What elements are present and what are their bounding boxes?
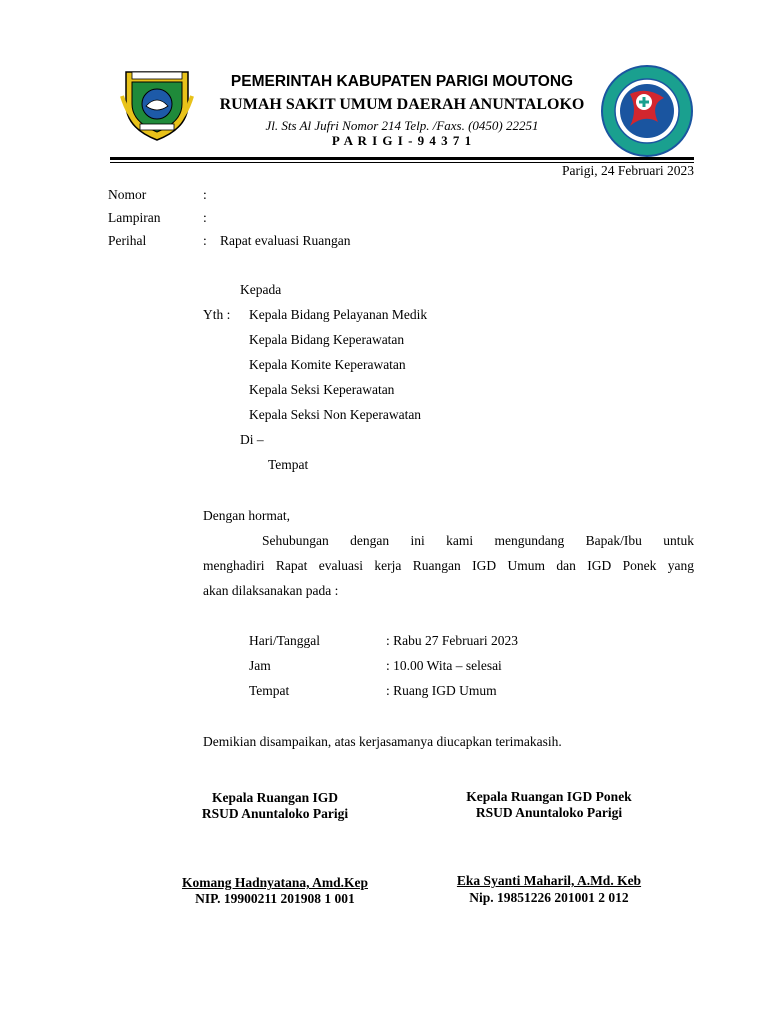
recipient-item: Kepala Komite Keperawatan: [249, 357, 406, 372]
detail-value: : Ruang IGD Umum: [386, 683, 497, 698]
recipient-item: Kepala Bidang Keperawatan: [249, 332, 405, 347]
signature-institution: RSUD Anuntaloko Parigi: [475, 805, 623, 820]
meta-sep-perihal: :: [203, 233, 207, 248]
signature-title: Kepala Ruangan IGD: [211, 790, 339, 805]
rsud-anuntaloko-emblem-icon: [600, 64, 694, 158]
signatory-name: Komang Hadnyatana, Amd.Kep: [181, 875, 369, 890]
recipient-item: Kepala Bidang Pelayanan Medik: [249, 307, 428, 322]
detail-label: Hari/Tanggal: [249, 633, 321, 648]
body-paragraph-line: akan dilaksanakan pada :: [203, 583, 339, 598]
letterhead-divider-thick: [110, 157, 694, 160]
letter-date: Parigi, 24 Februari 2023: [562, 163, 694, 178]
yth-label: Yth :: [203, 307, 231, 322]
tempat-label: Tempat: [268, 457, 309, 472]
meta-label-perihal: Perihal: [108, 233, 147, 248]
detail-label: Jam: [249, 658, 271, 673]
kepada-label: Kepada: [240, 282, 282, 297]
kabupaten-parigi-moutong-crest-icon: [118, 66, 196, 142]
gov-name: PEMERINTAH KABUPATEN PARIGI MOUTONG: [230, 73, 574, 90]
detail-label: Tempat: [249, 683, 290, 698]
closing-text: Demikian disampaikan, atas kerjasamanya diucapkan terimakasih.: [203, 734, 562, 749]
di-label: Di –: [240, 432, 264, 447]
signature-institution: RSUD Anuntaloko Parigi: [201, 806, 349, 821]
city-postal-code: P A R I G I - 9 4 3 7 1: [331, 133, 473, 148]
signatory-nip: NIP. 19900211 201908 1 001: [195, 891, 355, 906]
recipient-item: Kepala Seksi Non Keperawatan: [249, 407, 422, 422]
meta-value-perihal: Rapat evaluasi Ruangan: [220, 233, 351, 248]
signatory-name: Eka Syanti Maharil, A.Md. Keb: [456, 873, 642, 888]
body-paragraph-line: menghadiri Rapat evaluasi kerja Ruangan IGD Umum dan IGD Ponek yang: [203, 558, 694, 573]
hospital-address: Jl. Sts Al Jufri Nomor 214 Telp. /Faxs. (0450) 22251: [265, 118, 539, 133]
recipient-item: Kepala Seksi Keperawatan: [249, 382, 395, 397]
meta-sep-lampiran: :: [203, 210, 207, 225]
meta-sep-nomor: :: [203, 187, 207, 202]
body-paragraph-line: Sehubungan dengan ini kami mengundang Bapak/Ibu untuk: [262, 533, 694, 548]
meta-label-nomor: Nomor: [108, 187, 147, 202]
signatory-nip: Nip. 19851226 201001 2 012: [469, 890, 629, 905]
meta-label-lampiran: Lampiran: [108, 210, 161, 225]
signature-title: Kepala Ruangan IGD Ponek: [466, 789, 632, 804]
detail-value: : Rabu 27 Februari 2023: [386, 633, 518, 648]
greeting: Dengan hormat,: [203, 508, 290, 523]
detail-value: : 10.00 Wita – selesai: [386, 658, 502, 673]
hospital-name: RUMAH SAKIT UMUM DAERAH ANUNTALOKO: [219, 96, 585, 113]
